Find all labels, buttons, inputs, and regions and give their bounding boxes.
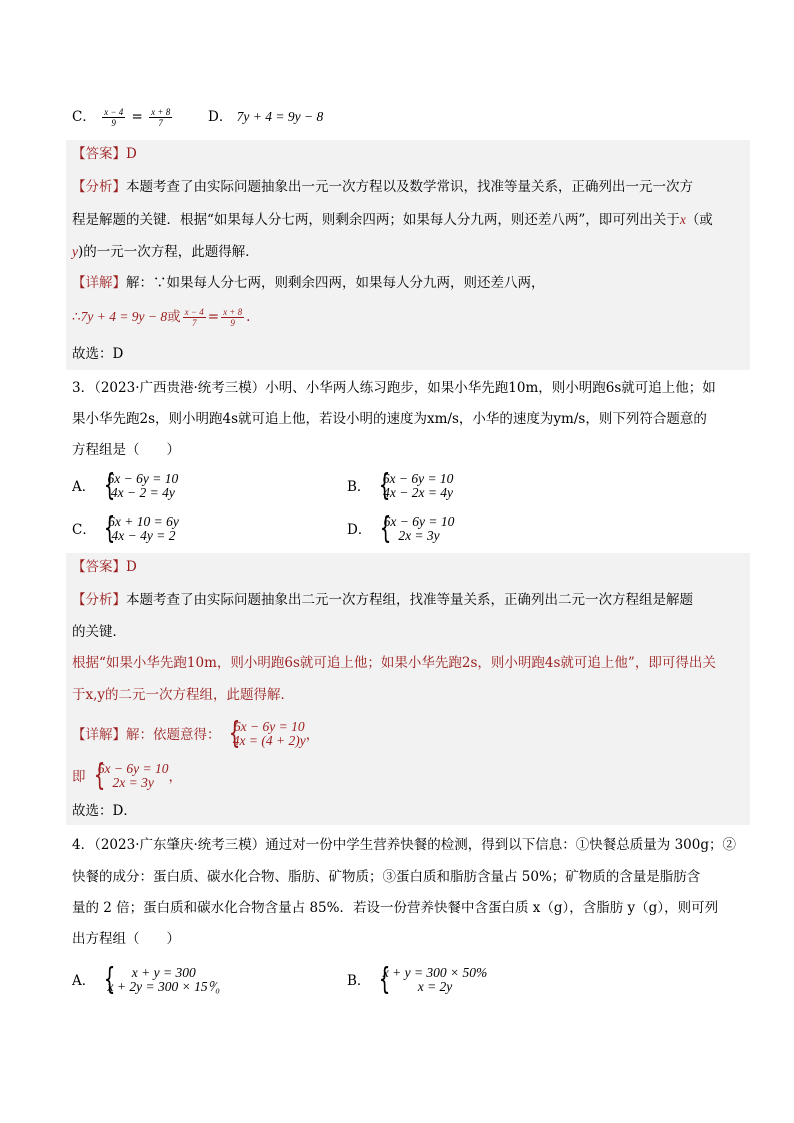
- q4-stem-line-1: 4．（2023·广东肇庆·统考三模）通过对一份中学生营养快餐的检测，得到以下信息：①快餐总质量为 300g；②: [72, 837, 736, 853]
- q4-stem-line-3: 量的 2 倍；蛋白质和碳水化合物含量占 85%．若设一份营养快餐中含蛋白质 x（g），含脂肪 y（g），则可列: [72, 900, 719, 916]
- q2-detail-line-1: 【详解】解：∵如果每人分七两，则剩余四两，如果每人分九两，则还差八两，: [72, 275, 545, 291]
- fraction: $\frac{x - 4}{7}$: [184, 307, 204, 328]
- q4-stem-line-2: 快餐的成分：蛋白质、碳水化合物、脂肪、矿物质；③蛋白质和脂肪含量占 50%；矿物质的含量是脂肪含: [72, 869, 701, 885]
- q3-analysis-line-4: 于x,y的二元一次方程组，此题得解．: [72, 687, 295, 703]
- equation: 7y + 4 = 9y − 8: [236, 109, 324, 124]
- option-label: C．: [72, 109, 96, 125]
- q3-option-b: B． { 6x − 6y = 10 4x − 2x = 4y: [347, 468, 454, 503]
- q3-analysis-line-2: 的关键．: [72, 624, 126, 640]
- q3-option-c: C． { 6x + 10 = 6y 4x − 4y = 2: [72, 511, 179, 546]
- equation-system: { 6x − 6y = 10 4x = (4 + 2)y: [228, 716, 306, 751]
- q3-analysis-line-1: 【分析】本题考查了由实际问题抽象出二元一次方程组，找准等量关系，正确列出二元一次方程组是解题: [72, 592, 693, 608]
- equation-system: { 6x − 6y = 10 4x − 2x = 4y: [378, 468, 454, 503]
- q2-analysis-line-3: y)的一元一次方程，此题得解．: [72, 244, 259, 260]
- q4-stem-line-4: 出方程组（ ）: [72, 931, 180, 947]
- equation-system: { x + y = 300 × 50% x = 2y: [378, 962, 488, 997]
- equation-system: { 6x − 6y = 10 2x = 3y: [93, 758, 169, 793]
- equation-system: { 6x − 6y = 10 4x − 2 = 4y: [103, 468, 179, 503]
- equation-system: { 6x + 10 = 6y 4x − 4y = 2: [103, 511, 179, 546]
- q3-choose: 故选：D．: [72, 803, 137, 819]
- fraction: $\frac{x - 4}{9}$: [104, 107, 124, 128]
- q3-stem-line-2: 果小华先跑2s，则小明跑4s就可追上他，若设小明的速度为xm/s，小华的速度为ym/s，则下列符合题意的: [72, 411, 707, 427]
- q3-option-a: A． { 6x − 6y = 10 4x − 2 = 4y: [72, 468, 179, 503]
- q3-option-d: D． { 6x − 6y = 10 2x = 3y: [347, 511, 455, 546]
- q3-detail-line-1: 【详解】解：依题意得： { 6x − 6y = 10 4x = (4 + 2)y ，: [72, 716, 320, 751]
- q3-answer: 【答案】D: [72, 559, 137, 575]
- equation-system: { x + y = 300 x + 2y = 300 × 15⁰⁄₀: [103, 962, 220, 997]
- q3-then-line: 即 { 6x − 6y = 10 2x = 3y ，: [72, 758, 183, 793]
- q2-choose: 故选：D: [72, 346, 124, 362]
- q2-option-c: C． $\frac{x - 4}{9}$ = $\frac{x + 8}{7}$: [72, 107, 171, 128]
- fraction: $\frac{x + 8}{9}$: [223, 307, 243, 328]
- equation-system: { 6x − 6y = 10 2x = 3y: [379, 511, 455, 546]
- fraction: $\frac{x + 8}{7}$: [151, 107, 171, 128]
- option-label: D．: [208, 109, 233, 125]
- q2-detail-line-2: ∴7y + 4 = 9y − 8或 $\frac{x - 4}{7}$ = $\frac{x + 8}{9}$ .: [72, 307, 251, 328]
- q3-stem-line-1: 3．（2023·广西贵港·统考三模）小明、小华两人练习跑步，如果小华先跑10m，则小明跑6s就可追上他；如: [72, 380, 716, 396]
- q2-analysis-line-1: 【分析】本题考查了由实际问题抽象出一元一次方程以及数学常识，找准等量关系，正确列出一元一次方: [72, 179, 693, 195]
- q2-answer: 【答案】D: [72, 146, 137, 162]
- q4-option-a: A． { x + y = 300 x + 2y = 300 × 15⁰⁄₀: [72, 962, 220, 997]
- q2-analysis-line-2: 程是解题的关键．根据“如果每人分七两，则剩余四两；如果每人分九两，则还差八两”，即可列出关于x（或: [72, 212, 713, 228]
- q2-option-d: [208, 107, 323, 127]
- q4-option-b: B． { x + y = 300 × 50% x = 2y: [347, 962, 488, 997]
- q3-analysis-line-3: 根据“如果小华先跑10m，则小明跑6s就可追上他；如果小华先跑2s，则小明跑4s就可追上他”，即可得出关: [72, 655, 716, 671]
- q3-stem-line-3: 方程组是（ ）: [72, 442, 180, 458]
